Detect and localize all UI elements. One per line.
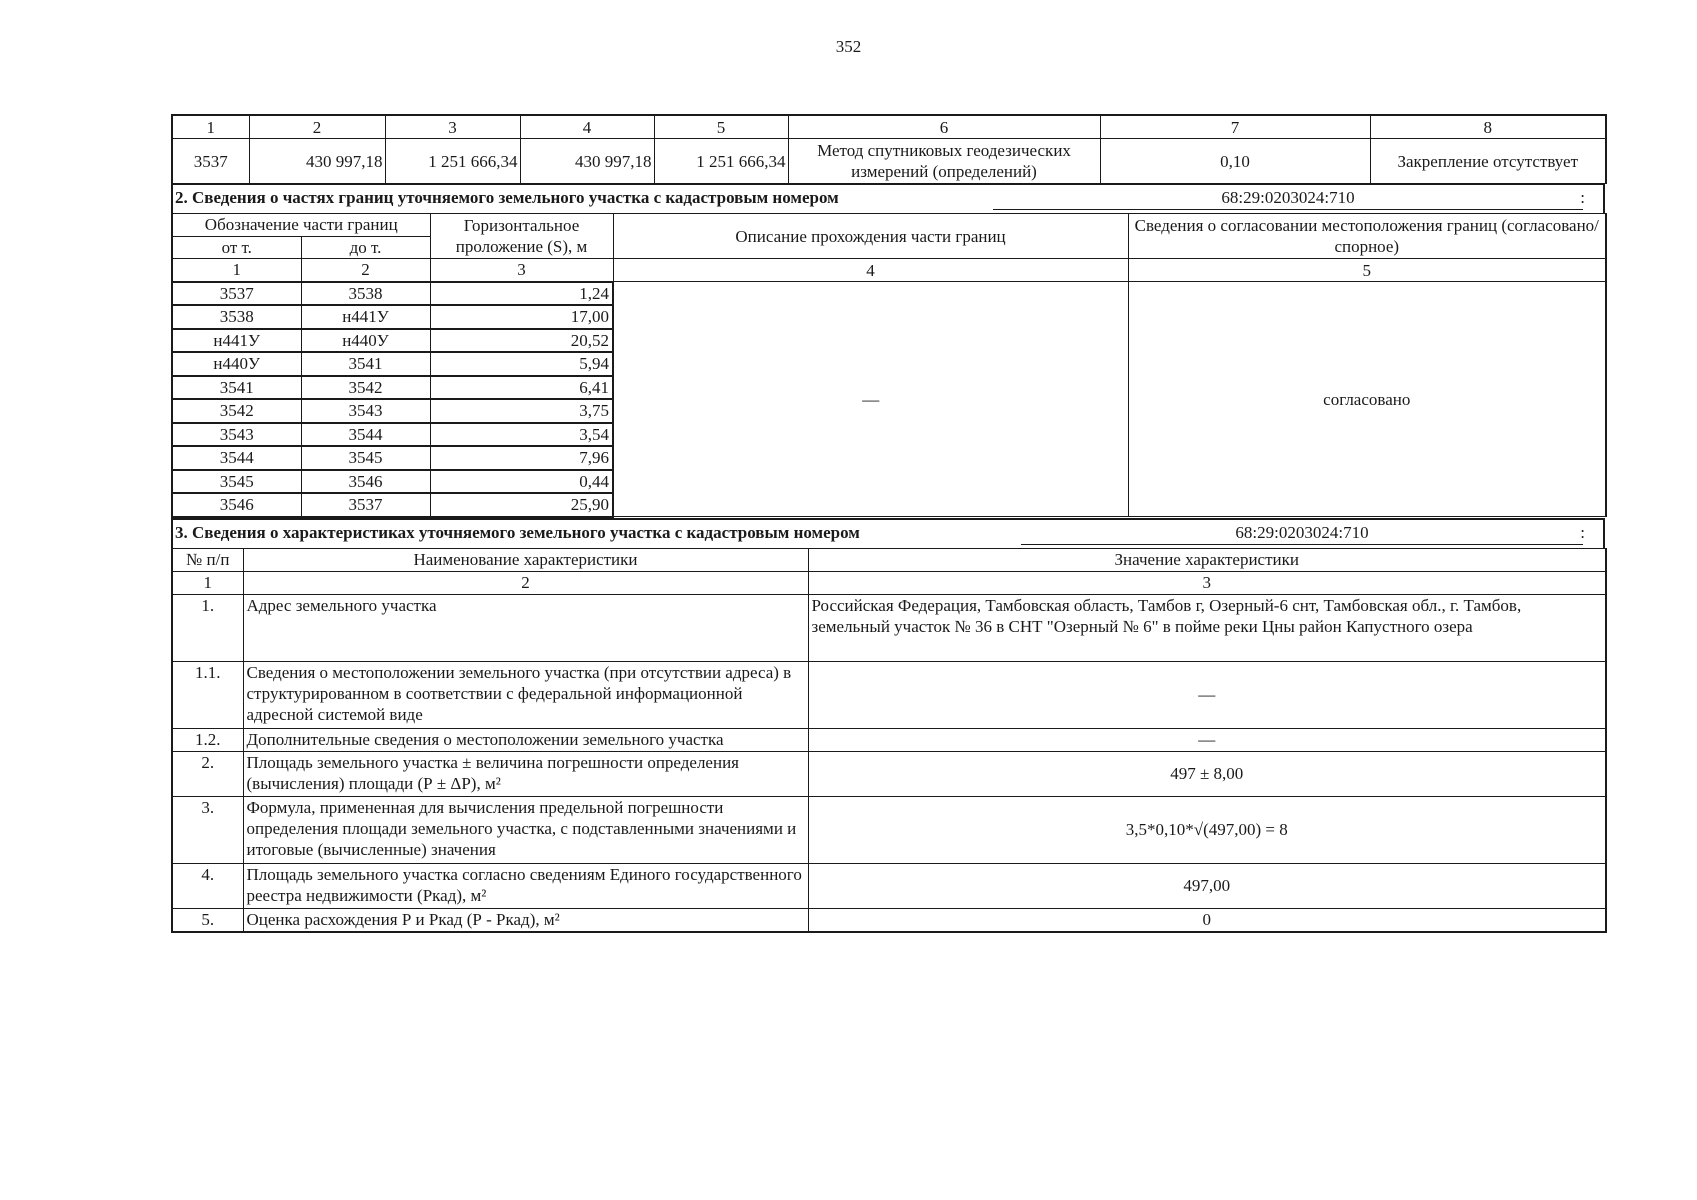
characteristic-row — [172, 728, 1606, 751]
column-number: 2 — [243, 571, 808, 594]
characteristic-name: Адрес земельного участка — [243, 594, 808, 661]
characteristic-name: Дополнительные сведения о местоположении земельного участка — [243, 728, 808, 751]
characteristic-row — [172, 661, 1606, 728]
part-designation-header: Обозначение части границ — [172, 214, 430, 237]
determination-method — [788, 139, 1100, 184]
characteristics-header-row — [172, 548, 1606, 571]
column-number: 3 — [385, 115, 520, 139]
from-point-header: от т. — [172, 236, 301, 259]
characteristic-name: Площадь земельного участка согласно сведениям Единого государственного реестра недвижимости (Ркад), м² — [243, 863, 808, 908]
horizontal-distance: 25,90 — [430, 493, 613, 517]
characteristic-value: 497,00 — [808, 863, 1606, 908]
column-number: 2 — [249, 115, 385, 139]
section-3-title-row — [171, 518, 1605, 548]
horizontal-distance: 17,00 — [430, 305, 613, 329]
agreement-value: согласовано — [1128, 282, 1606, 517]
column-number: 1 — [172, 571, 243, 594]
column-number: 6 — [788, 115, 1100, 139]
to-point: 3543 — [301, 399, 430, 423]
to-point: 3538 — [301, 282, 430, 306]
page-number: 352 — [835, 37, 862, 56]
horizontal-distance: 3,54 — [430, 423, 613, 447]
to-point: 3542 — [301, 376, 430, 400]
characteristic-value: 497 ± 8,00 — [808, 751, 1606, 796]
column-number: 5 — [654, 115, 788, 139]
from-point: 3537 — [172, 282, 301, 306]
section-3-title: 3. Сведения о характеристиках уточняемого земельного участка с кадастровым номером — [175, 522, 860, 542]
accuracy-value: 0,10 — [1100, 139, 1370, 184]
section-2-title-row — [171, 184, 1605, 213]
num-header: № п/п — [172, 548, 243, 571]
fixing-description: Закрепление отсутствует — [1370, 139, 1606, 184]
column-number: 4 — [520, 115, 654, 139]
characteristics-table — [171, 548, 1607, 933]
column-number: 1 — [172, 259, 301, 282]
characteristic-row — [172, 908, 1606, 932]
from-point: 3541 — [172, 376, 301, 400]
characteristic-row — [172, 751, 1606, 796]
characteristic-row — [172, 863, 1606, 908]
from-point: 3544 — [172, 446, 301, 470]
column-number: 7 — [1100, 115, 1370, 139]
column-number: 4 — [613, 259, 1128, 282]
name-header: Наименование характеристики — [243, 548, 808, 571]
description-header: Описание прохождения части границ — [613, 214, 1128, 259]
from-point: н441У — [172, 329, 301, 353]
to-point-header: до т. — [301, 236, 430, 259]
from-point: 3538 — [172, 305, 301, 329]
characteristic-number: 2. — [172, 751, 243, 796]
characteristic-row — [172, 594, 1606, 661]
document-sheet — [171, 114, 1605, 933]
coordinates-table — [171, 114, 1607, 184]
from-point: н440У — [172, 352, 301, 376]
boundary-column-numbers-row — [172, 259, 1606, 282]
boundary-header-row — [172, 214, 1606, 237]
section-3-colon: : — [1580, 522, 1585, 542]
agreement-header: Сведения о согласовании местоположения границ (согласовано/спорное) — [1128, 214, 1606, 259]
from-point: 3546 — [172, 493, 301, 517]
column-number: 3 — [808, 571, 1606, 594]
characteristic-value: Российская Федерация, Тамбовская область, Тамбов г, Озерный-6 снт, Тамбовская обл., г. Тамбов, земельный участок № 36 в СНТ "Озерный № 6" в пойме реки Цны район Капустного озера — [808, 594, 1606, 661]
characteristic-name: Оценка расхождения Р и Ркад (Р - Ркад), м² — [243, 908, 808, 932]
characteristic-number: 1.1. — [172, 661, 243, 728]
column-number: 3 — [430, 259, 613, 282]
section-2-cadastral-number: 68:29:0203024:710 — [993, 188, 1583, 210]
coordinate-y-refined: 1 251 666,34 — [654, 139, 788, 184]
section-2-title: 2. Сведения о частях границ уточняемого земельного участка с кадастровым номером — [175, 188, 839, 207]
coordinates-header-row — [172, 115, 1606, 139]
section-3-cadastral-number: 68:29:0203024:710 — [1021, 523, 1583, 545]
horizontal-distance-header: Горизонтальное проложение (S), м — [430, 214, 613, 259]
characteristic-number: 3. — [172, 796, 243, 863]
to-point: 3545 — [301, 446, 430, 470]
method-line: измерений (определений) — [851, 162, 1037, 181]
characteristic-row — [172, 796, 1606, 863]
from-point: 3545 — [172, 470, 301, 494]
coordinate-x-existing: 430 997,18 — [249, 139, 385, 184]
characteristic-value: — — [808, 728, 1606, 751]
to-point: 3546 — [301, 470, 430, 494]
from-point: 3542 — [172, 399, 301, 423]
column-number: 5 — [1128, 259, 1606, 282]
boundary-parts-table — [171, 213, 1607, 518]
characteristic-number: 1.2. — [172, 728, 243, 751]
horizontal-distance: 5,94 — [430, 352, 613, 376]
point-id: 3537 — [172, 139, 249, 184]
to-point: 3541 — [301, 352, 430, 376]
coordinates-data-row — [172, 139, 1606, 184]
from-point: 3543 — [172, 423, 301, 447]
characteristic-name: Площадь земельного участка ± величина погрешности определения (вычисления) площади (Р ± ΔР), м² — [243, 751, 808, 796]
characteristic-number: 1. — [172, 594, 243, 661]
to-point: 3537 — [301, 493, 430, 517]
characteristic-number: 5. — [172, 908, 243, 932]
horizontal-distance: 6,41 — [430, 376, 613, 400]
to-point: н440У — [301, 329, 430, 353]
characteristic-value: 3,5*0,10*√(497,00) = 8 — [808, 796, 1606, 863]
to-point: н441У — [301, 305, 430, 329]
description-value: — — [613, 282, 1128, 517]
value-header: Значение характеристики — [808, 548, 1606, 571]
horizontal-distance: 0,44 — [430, 470, 613, 494]
characteristics-column-numbers-row — [172, 571, 1606, 594]
section-2-colon: : — [1580, 188, 1585, 207]
horizontal-distance: 3,75 — [430, 399, 613, 423]
column-number: 1 — [172, 115, 249, 139]
method-line: Метод спутниковых геодезических — [817, 141, 1071, 160]
column-number: 2 — [301, 259, 430, 282]
characteristic-name: Сведения о местоположении земельного участка (при отсутствии адреса) в структурированном в соответствии с федеральной информационной адресной системой виде — [243, 661, 808, 728]
characteristic-number: 4. — [172, 863, 243, 908]
characteristic-value: — — [808, 661, 1606, 728]
horizontal-distance: 20,52 — [430, 329, 613, 353]
column-number: 8 — [1370, 115, 1606, 139]
coordinate-x-refined: 430 997,18 — [520, 139, 654, 184]
characteristic-name: Формула, примененная для вычисления предельной погрешности определения площади земельного участка, с подставленными значениями и итоговые (вычисленные) значения — [243, 796, 808, 863]
horizontal-distance: 1,24 — [430, 282, 613, 306]
characteristic-value: 0 — [808, 908, 1606, 932]
boundary-row — [172, 282, 1606, 306]
horizontal-distance: 7,96 — [430, 446, 613, 470]
coordinate-y-existing: 1 251 666,34 — [385, 139, 520, 184]
to-point: 3544 — [301, 423, 430, 447]
